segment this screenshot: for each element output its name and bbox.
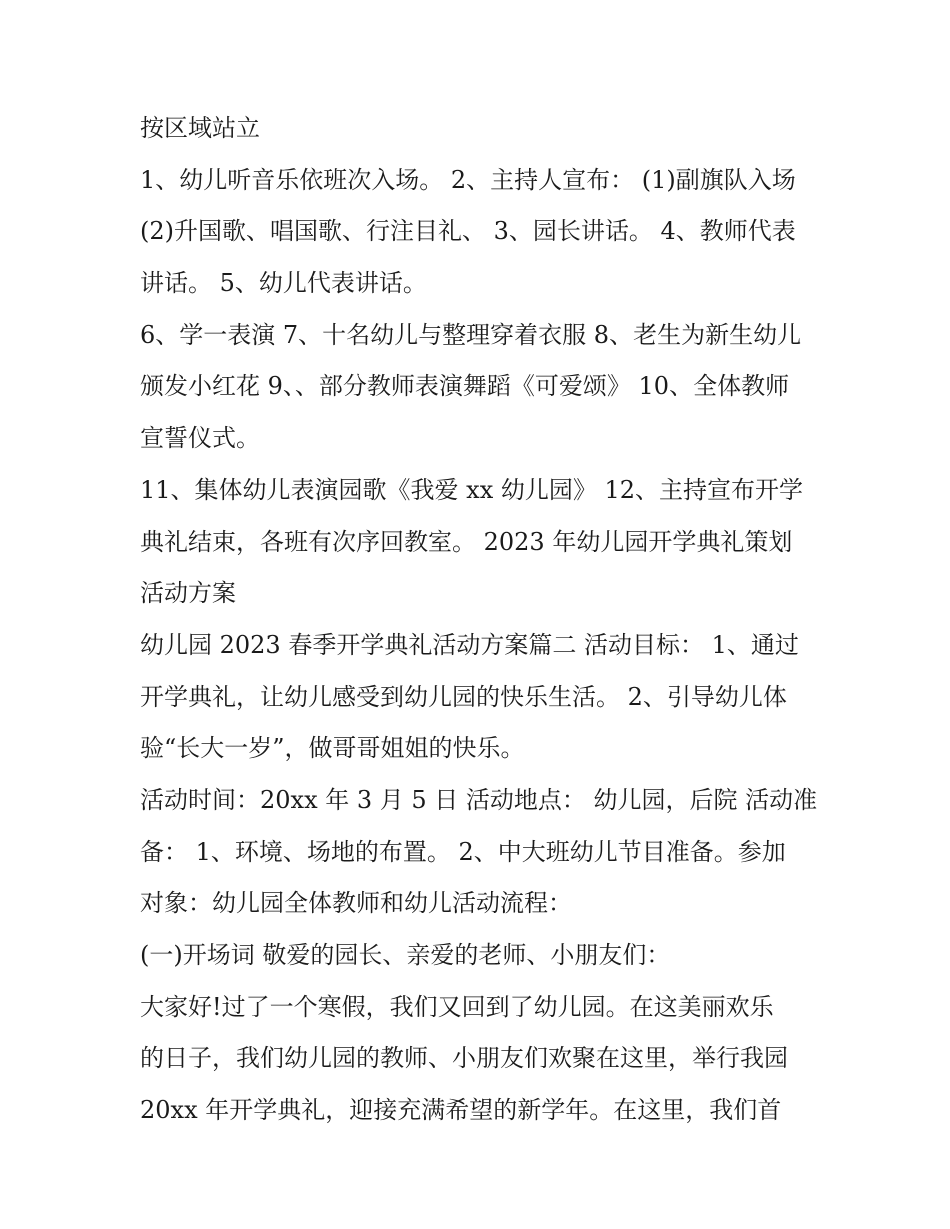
text-line: 活动时间：20xx 年 3 月 5 日 活动地点： 幼儿园，后院 活动准	[140, 785, 818, 814]
text-line: 的日子，我们幼儿园的教师、小朋友们欢聚在这里，举行我园	[140, 1044, 788, 1073]
paragraph-3	[140, 310, 820, 465]
text-line: 讲话。 5、幼儿代表讲话。	[140, 269, 427, 298]
paragraph-8	[140, 982, 820, 1137]
text-line: 宣誓仪式。	[140, 424, 260, 453]
text-line: 11、集体幼儿表演园歌《我爱 xx 幼儿园》 12、主持宣布开学	[140, 475, 804, 504]
document-page	[140, 103, 820, 1137]
text-line: (一)开场词 敬爱的园长、亲爱的老师、小朋友们：	[140, 941, 671, 969]
text-line: 验“长大一岁”，做哥哥姐姐的快乐。	[140, 734, 525, 763]
text-line: 颁发小红花 9、、部分教师表演舞蹈《可爱颂》 10、全体教师	[140, 372, 790, 401]
paragraph-1	[140, 103, 820, 155]
text-line: 开学典礼，让幼儿感受到幼儿园的快乐生活。 2、引导幼儿体	[140, 682, 787, 711]
paragraph-5	[140, 620, 820, 775]
text-line: 备： 1、环境、场地的布置。 2、中大班幼儿节目准备。参加	[140, 837, 786, 866]
text-line: 幼儿园 2023 春季开学典礼活动方案篇二 活动目标： 1、通过	[140, 630, 799, 659]
text-line: 对象：幼儿园全体教师和幼儿活动流程：	[140, 889, 572, 918]
paragraph-7	[140, 930, 820, 982]
text-line: 活动方案	[140, 579, 236, 608]
text-line: 大家好!过了一个寒假，我们又回到了幼儿园。在这美丽欢乐	[140, 992, 774, 1021]
text-line: 典礼结束，各班有次序回教室。 2023 年幼儿园开学典礼策划	[140, 527, 793, 556]
paragraph-6	[140, 775, 820, 930]
text-line: (2)升国歌、唱国歌、行注目礼、 3、园长讲话。 4、教师代表	[140, 217, 796, 246]
text-line: 20xx 年开学典礼，迎接充满希望的新学年。在这里，我们首	[140, 1096, 782, 1125]
text-line: 按区域站立	[140, 114, 260, 142]
paragraph-2	[140, 155, 820, 310]
text-line: 1、幼儿听音乐依班次入场。 2、主持人宣布： (1)副旗队入场	[140, 165, 796, 194]
text-line: 6、学一表演 7、十名幼儿与整理穿着衣服 8、老生为新生幼儿	[140, 320, 802, 349]
paragraph-4	[140, 465, 820, 620]
